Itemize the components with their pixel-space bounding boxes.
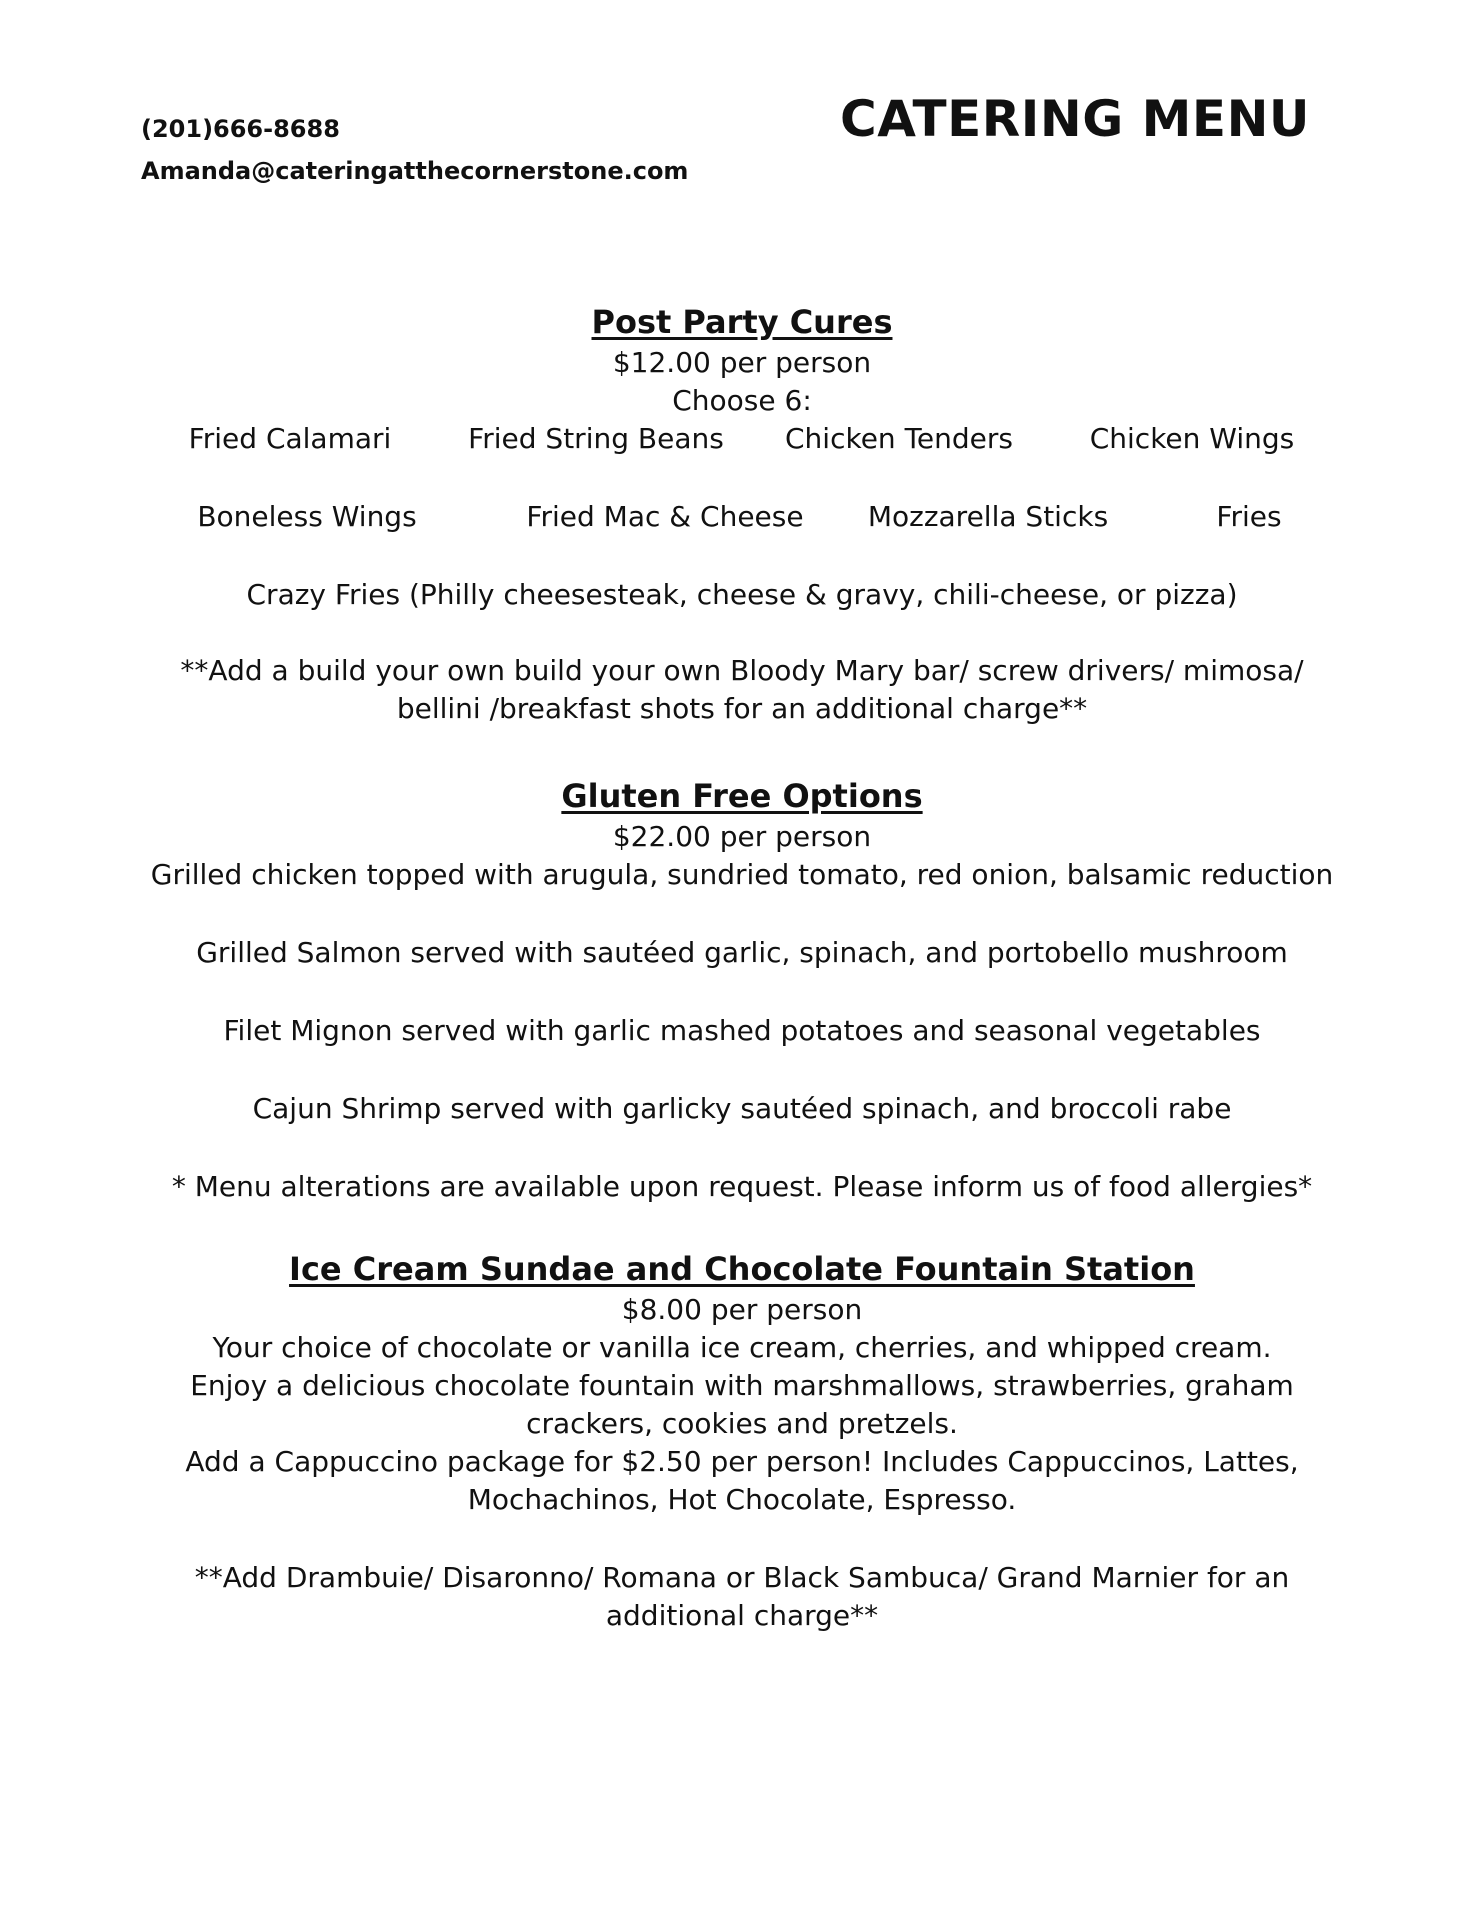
section-heading: Ice Cream Sundae and Chocolate Fountain Station xyxy=(289,1250,1195,1288)
description-line: Add a Cappuccino package for $2.50 per person! Includes Cappuccinos, Lattes, xyxy=(185,1445,1299,1478)
menu-item: Chicken Tenders xyxy=(785,422,1013,455)
contact-info xyxy=(141,108,688,192)
addon-note: **Add a build your own build your own Bloody Mary bar/ screw drivers/ mimosa/ xyxy=(180,654,1304,687)
description-line: Your choice of chocolate or vanilla ice cream, cherries, and whipped cream. xyxy=(212,1331,1272,1364)
description-line: Mochachinos, Hot Chocolate, Espresso. xyxy=(467,1483,1017,1516)
section-price: $12.00 per person xyxy=(612,346,872,379)
section-post-party-cures xyxy=(0,300,1484,728)
description-line: Enjoy a delicious chocolate fountain with marshmallows, strawberries, graham xyxy=(190,1369,1294,1402)
description-line: crackers, cookies and pretzels. xyxy=(526,1407,958,1440)
section-heading: Post Party Cures xyxy=(591,303,893,341)
section-price: $22.00 per person xyxy=(612,820,872,853)
menu-item: Grilled Salmon served with sautéed garlic, spinach, and portobello mushroom xyxy=(196,936,1288,969)
menu-item: Fried Mac & Cheese xyxy=(526,500,804,533)
menu-items-row xyxy=(0,420,1484,460)
menu-item: Boneless Wings xyxy=(197,500,417,533)
section-heading: Gluten Free Options xyxy=(561,777,923,815)
section-ice-cream-sundae xyxy=(0,1247,1484,1635)
allergy-note: * Menu alterations are available upon request. Please inform us of food allergies* xyxy=(171,1170,1313,1203)
addon-note: additional charge** xyxy=(605,1599,879,1632)
section-price: $8.00 per person xyxy=(621,1293,863,1326)
section-gluten-free xyxy=(0,774,1484,1206)
choose-count: Choose 6: xyxy=(672,384,812,417)
menu-item: Grilled chicken topped with arugula, sundried tomato, red onion, balsamic reduction xyxy=(150,858,1334,891)
menu-item: Fried Calamari xyxy=(188,422,392,455)
menu-item: Cajun Shrimp served with garlicky sautéed spinach, and broccoli rabe xyxy=(252,1092,1232,1125)
addon-note: **Add Drambuie/ Disaronno/ Romana or Black Sambuca/ Grand Marnier for an xyxy=(194,1561,1290,1594)
phone-number: (201)666-8688 xyxy=(141,115,340,143)
addon-note: bellini /breakfast shots for an additional charge** xyxy=(396,692,1088,725)
menu-item: Fried String Beans xyxy=(468,422,724,455)
menu-item: Mozzarella Sticks xyxy=(867,500,1109,533)
email-address: Amanda@cateringatthecornerstone.com xyxy=(141,157,689,185)
menu-item: Filet Mignon served with garlic mashed potatoes and seasonal vegetables xyxy=(223,1014,1261,1047)
menu-item: Fries xyxy=(1216,500,1282,533)
page-title: CATERING MENU xyxy=(840,90,1311,148)
menu-item: Chicken Wings xyxy=(1089,422,1295,455)
crazy-fries-item: Crazy Fries (Philly cheesesteak, cheese & gravy, chili-cheese, or pizza) xyxy=(246,578,1238,611)
menu-items-row xyxy=(0,498,1484,538)
